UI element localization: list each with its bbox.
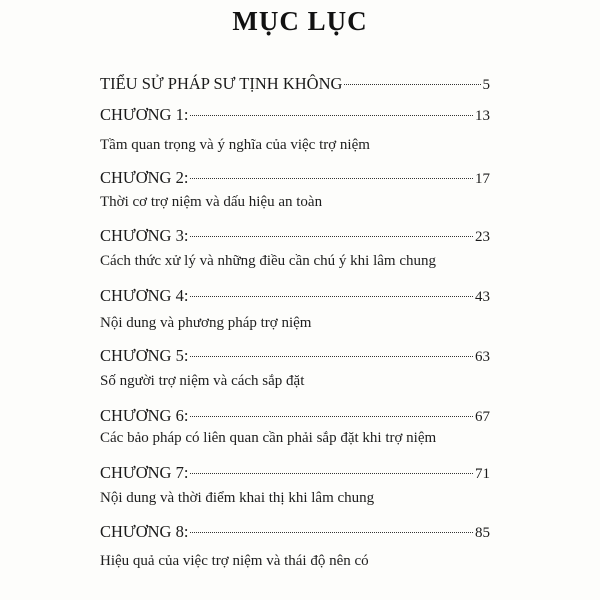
toc-entry-chapter-1	[100, 105, 490, 125]
leader-dots	[190, 532, 473, 533]
toc-page-number: 5	[482, 77, 490, 93]
leader-dots	[344, 84, 480, 85]
toc-page-number: 13	[475, 108, 490, 124]
toc-chapter-subtitle: Tầm quan trọng và ý nghĩa của việc trợ niệm	[100, 137, 370, 153]
toc-title: MỤC LỤC	[232, 6, 368, 36]
toc-chapter-subtitle: Nội dung và thời điểm khai thị khi lâm chung	[100, 490, 375, 506]
toc-chapter-subtitle: Nội dung và phương pháp trợ niệm	[100, 315, 312, 331]
toc-chapter-subtitle: Số người trợ niệm và cách sắp đặt	[100, 373, 305, 389]
toc-entry-chapter-5	[100, 346, 490, 366]
toc-page-number: 67	[475, 409, 490, 425]
leader-dots	[190, 473, 473, 474]
toc-entry-chapter-7	[100, 463, 490, 483]
toc-entry-label: CHƯƠNG 8:	[100, 522, 189, 541]
toc-chapter-subtitle: Hiệu quả của việc trợ niệm và thái độ nên có	[100, 553, 369, 569]
toc-entry-label: CHƯƠNG 7:	[100, 463, 189, 482]
toc-entry-chapter-8	[100, 522, 490, 542]
toc-entry-label: CHƯƠNG 2:	[100, 168, 189, 187]
toc-entry-chapter-6	[100, 406, 490, 426]
toc-page-number: 71	[475, 466, 490, 482]
toc-entry-chapter-4	[100, 286, 490, 306]
toc-page-number: 23	[475, 229, 490, 245]
leader-dots	[190, 356, 473, 357]
toc-entry-label: TIỂU SỬ PHÁP SƯ TỊNH KHÔNG	[100, 74, 343, 93]
toc-entry-chapter-2	[100, 168, 490, 188]
leader-dots	[190, 115, 473, 116]
toc-entry-label: CHƯƠNG 6:	[100, 406, 189, 425]
toc-entry-biography	[100, 74, 490, 94]
leader-dots	[190, 416, 473, 417]
toc-page-number: 63	[475, 349, 490, 365]
toc-page-number: 43	[475, 289, 490, 305]
toc-entry-label: CHƯƠNG 4:	[100, 286, 189, 305]
toc-entry-chapter-3	[100, 226, 490, 246]
leader-dots	[190, 178, 473, 179]
toc-page-number: 85	[475, 525, 490, 541]
toc-page-number: 17	[475, 171, 490, 187]
toc-entry-label: CHƯƠNG 3:	[100, 226, 189, 245]
toc-entry-label: CHƯƠNG 1:	[100, 105, 189, 124]
leader-dots	[190, 236, 473, 237]
toc-entry-label: CHƯƠNG 5:	[100, 346, 189, 365]
toc-chapter-subtitle: Thời cơ trợ niệm và dấu hiệu an toàn	[100, 194, 323, 210]
leader-dots	[190, 296, 473, 297]
toc-chapter-subtitle: Cách thức xử lý và những điều cần chú ý khi lâm chung	[100, 253, 436, 269]
toc-chapter-subtitle: Các bảo pháp có liên quan cần phải sắp đặt khi trợ niệm	[100, 430, 437, 446]
